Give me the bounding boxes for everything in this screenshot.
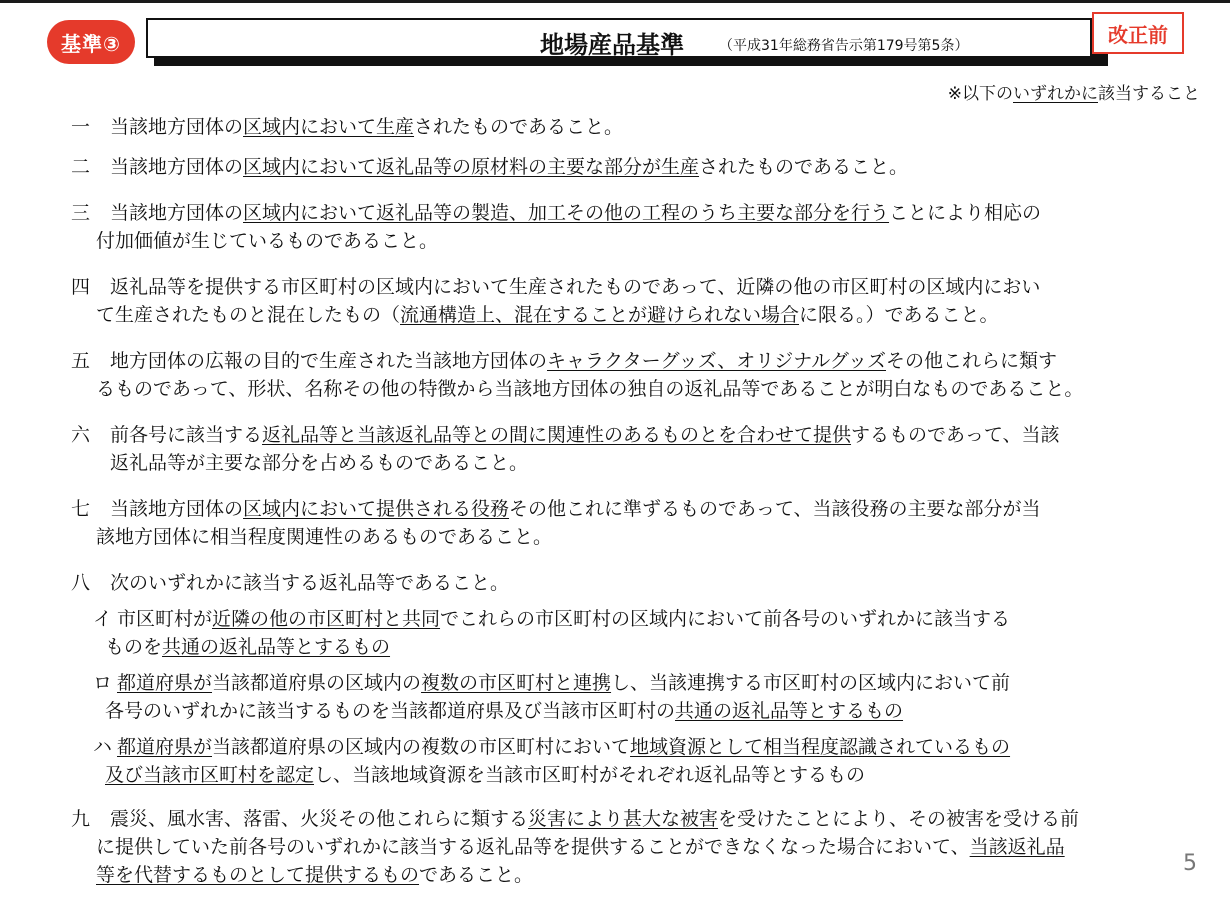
note-suffix: 該当すること <box>1098 84 1200 104</box>
item-number: 六 <box>71 424 91 446</box>
item-number: 四 <box>71 276 91 298</box>
item-line: 該地方団体に相当程度関連性のあるものであること。 <box>96 526 553 548</box>
item-number: 九 <box>71 808 91 830</box>
item-line: て生産されたものと混在したもの（流通構造上、混在することが避けられない場合に限る。）であること。 <box>96 304 999 326</box>
sub-item-number: イ <box>93 608 113 630</box>
sub-item-line: 都道府県が当該都道府県の区域内の複数の市区町村において地域資源として相当程度認識されているもの <box>117 736 1011 758</box>
item-line: 当該地方団体の区域内において返礼品等の製造、加工その他の工程のうち主要な部分を行うことにより相応の <box>110 202 1042 224</box>
list-item <box>71 495 1211 551</box>
item-line: 付加価値が生じているものであること。 <box>96 230 439 252</box>
item-line: 震災、風水害、落雷、火災その他これらに類する災害により甚大な被害を受けたことにより、その被害を受ける前 <box>110 808 1080 830</box>
list-item <box>71 569 1211 789</box>
sub-item-line: 都道府県が当該都道府県の区域内の複数の市区町村と連携し、当該連携する市区町村の区域内において前 <box>117 672 1011 694</box>
sub-item-line: 各号のいずれかに該当するものを当該都道府県及び当該市区町村の共通の返礼品等とするもの <box>105 700 904 722</box>
item-number: 八 <box>71 572 91 594</box>
sub-item-number: ハ <box>93 736 113 758</box>
note-prefix: ※以下の <box>947 84 1013 104</box>
sub-item-line: 及び当該市区町村を認定し、当該地域資源を当該市区町村がそれぞれ返礼品等とするもの <box>105 764 866 786</box>
list-item <box>71 113 1211 141</box>
list-item <box>71 421 1211 477</box>
page-number: 5 <box>1183 851 1197 876</box>
item-number: 一 <box>71 116 91 138</box>
sub-item <box>71 669 1211 725</box>
item-line: 返礼品等を提供する市区町村の区域内において生産されたものであって、近隣の他の市区町村の区域内におい <box>110 276 1041 298</box>
list-item <box>71 153 1211 181</box>
revised-label: 改正前 <box>1092 12 1184 54</box>
item-line: 当該地方団体の区域内において返礼品等の原材料の主要な部分が生産されたものであること。 <box>110 156 909 178</box>
list-item <box>71 805 1211 889</box>
list-item <box>71 347 1211 403</box>
item-line: 返礼品等が主要な部分を占めるものであること。 <box>110 452 529 474</box>
sub-item-number: ロ <box>93 672 113 694</box>
item-line: 当該地方団体の区域内において提供される役務その他これに準ずるものであって、当該役務の主要な部分が当 <box>110 498 1041 520</box>
sub-item-line: ものを共通の返礼品等とするもの <box>105 636 391 658</box>
item-line: 地方団体の広報の目的で生産された当該地方団体のキャラクターグッズ、オリジナルグッズその他これらに類す <box>110 350 1057 372</box>
selection-note <box>948 79 1200 104</box>
list-item <box>71 199 1211 255</box>
item-number: 五 <box>71 350 91 372</box>
note-emphasis: いずれかに <box>1013 84 1098 104</box>
page-subtitle: （平成31年総務省告示第179号第5条） <box>719 38 969 54</box>
top-rule <box>0 0 1230 3</box>
item-line: るものであって、形状、名称その他の特徴から当該地方団体の独自の返礼品等であることが明白なものであること。 <box>96 378 1084 400</box>
item-number: 二 <box>71 156 91 178</box>
item-line: 前各号に該当する返礼品等と当該返礼品等との間に関連性のあるものとを合わせて提供するものであって、当該 <box>110 424 1060 446</box>
page-title: 地場産品基準 <box>540 31 684 59</box>
sub-item-line: 市区町村が近隣の他の市区町村と共同でこれらの市区町村の区域内において前各号のいずれかに該当する <box>117 608 1011 630</box>
sub-item <box>71 733 1211 789</box>
item-number: 七 <box>71 498 91 520</box>
item-line: 当該地方団体の区域内において生産されたものであること。 <box>110 116 624 138</box>
criteria-badge: 基準③ <box>47 20 135 64</box>
item-number: 三 <box>71 202 91 224</box>
sub-item <box>71 605 1211 661</box>
list-item <box>71 273 1211 329</box>
item-line: 等を代替するものとして提供するものであること。 <box>96 864 534 886</box>
item-line: 次のいずれかに該当する返礼品等であること。 <box>110 572 510 594</box>
criteria-list <box>71 113 1211 901</box>
item-line: に提供していた前各号のいずれかに該当する返礼品等を提供することができなくなった場合において、当該返礼品 <box>96 836 1065 858</box>
